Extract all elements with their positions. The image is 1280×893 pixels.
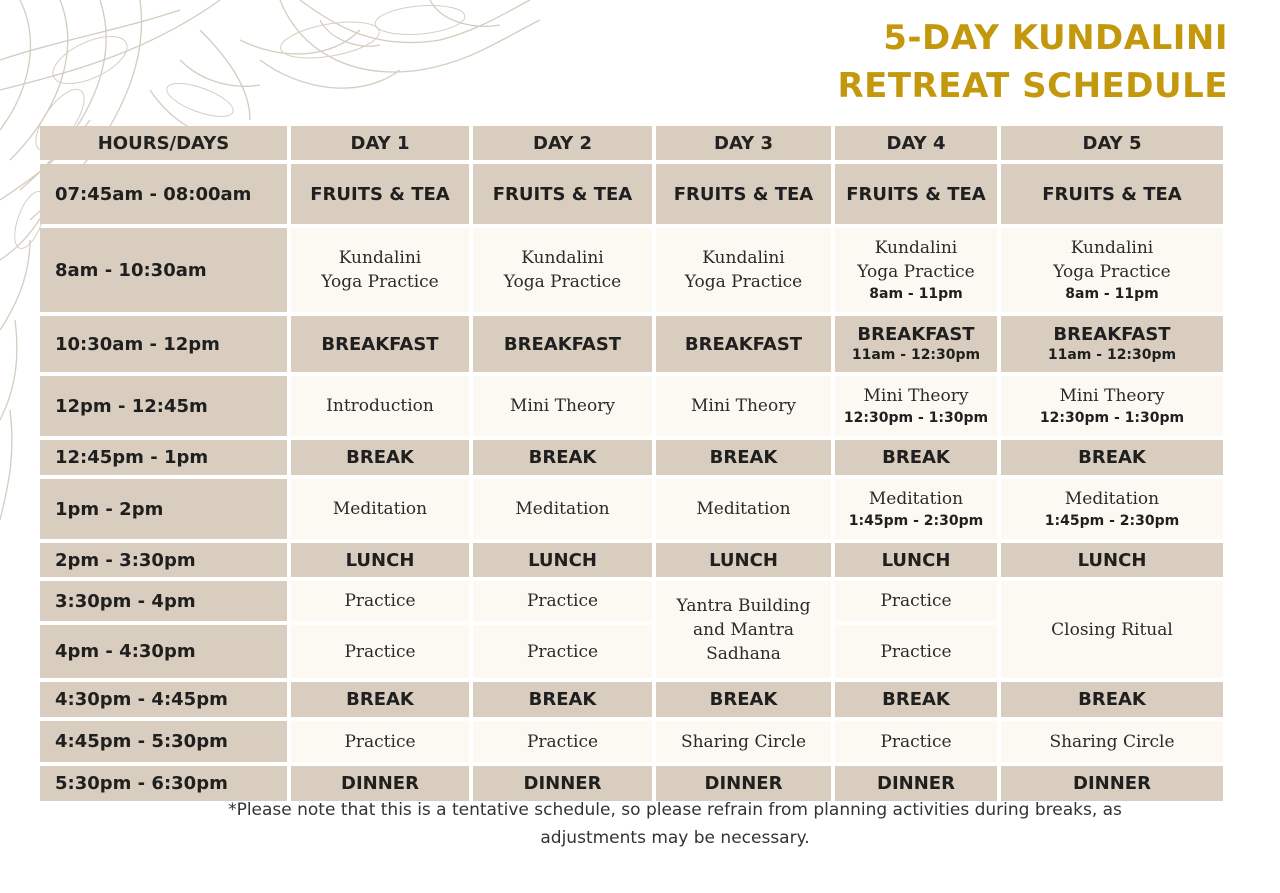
time-slot: 3:30pm - 4pm [40, 581, 287, 621]
time-slot: 12pm - 12:45m [40, 376, 287, 436]
activity-line: Kundalini [521, 248, 604, 268]
meal-cell: DINNER [835, 766, 997, 801]
activity-cell: Practice [835, 721, 997, 762]
meal-cell: DINNER [1001, 766, 1223, 801]
page-title [837, 14, 1228, 110]
activity-cell [835, 228, 997, 312]
activity-cell [291, 228, 469, 312]
time-slot: 5:30pm - 6:30pm [40, 766, 287, 801]
break-cell: BREAK [473, 440, 652, 475]
activity-cell: Practice [473, 581, 652, 621]
activity-cell: Meditation [656, 479, 831, 539]
meal-cell: DINNER [656, 766, 831, 801]
meal-cell: LUNCH [656, 543, 831, 577]
activity-line: and Mantra [693, 619, 794, 640]
activity-cell: Practice [835, 625, 997, 678]
header-hours-days: HOURS/DAYS [40, 126, 287, 160]
extended-time: 12:30pm - 1:30pm [843, 410, 989, 426]
meal-label: BREAKFAST [857, 323, 975, 345]
header-day-5: DAY 5 [1001, 126, 1223, 160]
break-cell: BREAK [656, 682, 831, 717]
activity-cell [1001, 479, 1223, 539]
meal-cell: FRUITS & TEA [656, 164, 831, 224]
activity-line: Mini Theory [1059, 386, 1165, 406]
meal-cell: FRUITS & TEA [835, 164, 997, 224]
schedule-table [40, 126, 1214, 801]
extended-time: 8am - 11pm [1065, 286, 1159, 302]
header-day-4: DAY 4 [835, 126, 997, 160]
activity-cell: Mini Theory [473, 376, 652, 436]
meal-cell: LUNCH [1001, 543, 1223, 577]
activity-line: Yoga Practice [684, 272, 803, 292]
title-line-2: RETREAT SCHEDULE [837, 66, 1228, 106]
activity-cell: Practice [291, 581, 469, 621]
meal-label: BREAKFAST [1053, 323, 1171, 345]
footnote-line-2: adjustments may be necessary. [540, 828, 810, 848]
activity-cell-merged [656, 581, 831, 678]
time-slot: 12:45pm - 1pm [40, 440, 287, 475]
activity-cell: Practice [291, 721, 469, 762]
header-day-1: DAY 1 [291, 126, 469, 160]
time-slot: 4:30pm - 4:45pm [40, 682, 287, 717]
break-cell: BREAK [473, 682, 652, 717]
break-cell: BREAK [291, 682, 469, 717]
activity-line: Kundalini [874, 238, 958, 258]
activity-cell: Sharing Circle [1001, 721, 1223, 762]
meal-cell: FRUITS & TEA [1001, 164, 1223, 224]
break-cell: BREAK [1001, 440, 1223, 475]
activity-line: Meditation [1064, 489, 1160, 509]
activity-cell: Practice [473, 721, 652, 762]
activity-cell [1001, 228, 1223, 312]
break-cell: BREAK [1001, 682, 1223, 717]
activity-cell-merged: Closing Ritual [1001, 581, 1223, 678]
activity-line: Yoga Practice [503, 272, 622, 292]
time-slot: 1pm - 2pm [40, 479, 287, 539]
footnote-line-1: *Please note that this is a tentative schedule, so please refrain from planning activities during breaks, as [228, 800, 1122, 820]
activity-line: Meditation [868, 489, 964, 509]
activity-cell: Practice [835, 581, 997, 621]
meal-cell: DINNER [473, 766, 652, 801]
meal-cell: LUNCH [473, 543, 652, 577]
break-cell: BREAK [656, 440, 831, 475]
activity-line: Sadhana [706, 643, 781, 664]
activity-cell [835, 479, 997, 539]
activity-line: Kundalini [1070, 238, 1154, 258]
time-slot: 4:45pm - 5:30pm [40, 721, 287, 762]
meal-cell: LUNCH [835, 543, 997, 577]
activity-cell [835, 376, 997, 436]
activity-cell: Practice [473, 625, 652, 678]
break-cell: BREAK [291, 440, 469, 475]
footnote [120, 796, 1230, 852]
activity-cell: Introduction [291, 376, 469, 436]
extended-time: 11am - 12:30pm [1047, 346, 1177, 363]
time-slot: 07:45am - 08:00am [40, 164, 287, 224]
activity-cell: Meditation [473, 479, 652, 539]
meal-cell: LUNCH [291, 543, 469, 577]
time-slot: 10:30am - 12pm [40, 316, 287, 372]
meal-cell [1001, 316, 1223, 372]
activity-line: Yoga Practice [857, 262, 975, 282]
activity-cell: Meditation [291, 479, 469, 539]
extended-time: 1:45pm - 2:30pm [848, 513, 984, 529]
meal-cell: FRUITS & TEA [473, 164, 652, 224]
break-cell: BREAK [835, 682, 997, 717]
time-slot: 2pm - 3:30pm [40, 543, 287, 577]
activity-cell: Practice [291, 625, 469, 678]
time-slot: 4pm - 4:30pm [40, 625, 287, 678]
meal-cell: BREAKFAST [656, 316, 831, 372]
extended-time: 1:45pm - 2:30pm [1044, 513, 1180, 529]
header-day-2: DAY 2 [473, 126, 652, 160]
activity-cell [473, 228, 652, 312]
meal-cell: DINNER [291, 766, 469, 801]
extended-time: 12:30pm - 1:30pm [1039, 410, 1185, 426]
activity-line: Yantra Building [676, 595, 811, 616]
time-slot: 8am - 10:30am [40, 228, 287, 312]
meal-cell: BREAKFAST [473, 316, 652, 372]
extended-time: 8am - 11pm [869, 286, 963, 302]
activity-cell: Sharing Circle [656, 721, 831, 762]
activity-line: Mini Theory [863, 386, 969, 406]
activity-cell [656, 228, 831, 312]
break-cell: BREAK [835, 440, 997, 475]
meal-cell: BREAKFAST [291, 316, 469, 372]
activity-line: Yoga Practice [321, 272, 439, 292]
meal-cell: FRUITS & TEA [291, 164, 469, 224]
activity-line: Kundalini [702, 248, 785, 268]
extended-time: 11am - 12:30pm [851, 346, 981, 363]
activity-line: Kundalini [338, 248, 422, 268]
activity-line: Yoga Practice [1053, 262, 1171, 282]
activity-cell: Mini Theory [656, 376, 831, 436]
meal-cell [835, 316, 997, 372]
activity-cell [1001, 376, 1223, 436]
header-day-3: DAY 3 [656, 126, 831, 160]
title-line-1: 5-DAY KUNDALINI [883, 18, 1228, 58]
